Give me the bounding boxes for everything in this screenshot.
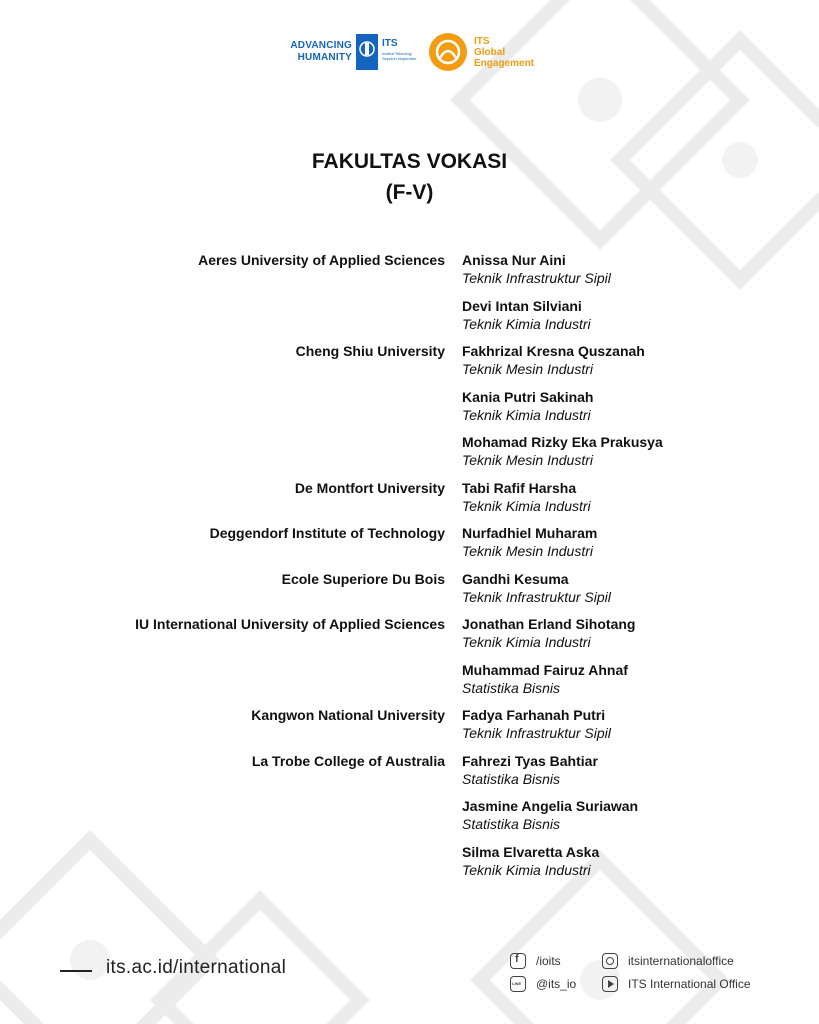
list-item: [0, 297, 819, 343]
its-emblem-icon: [356, 34, 378, 70]
tagline-line1: ADVANCING: [290, 40, 352, 51]
student-info: [462, 388, 593, 424]
student-name: Muhammad Fairuz Ahnaf: [462, 661, 628, 678]
student-name: Fadya Farhanah Putri: [462, 707, 606, 723]
student-info: [462, 251, 611, 287]
ge-line2: Global: [474, 47, 506, 58]
student-name: Mohamad Rizky Eka Prakusya: [462, 434, 663, 450]
student-info: [462, 615, 635, 651]
global-engagement-emblem-icon: [428, 32, 468, 72]
student-department: Teknik Mesin Industri: [462, 361, 593, 377]
list-item: [0, 615, 819, 661]
list-item: [0, 524, 819, 570]
list-item: [0, 843, 819, 889]
line-icon: [510, 976, 526, 992]
title-line2: (F-V): [385, 181, 434, 204]
student-name: Devi Intan Silviani: [462, 297, 582, 314]
student-department: Teknik Kimia Industri: [462, 634, 591, 650]
student-name: Jonathan Erland Sihotang: [462, 616, 636, 632]
list-item: [0, 661, 819, 707]
social-instagram[interactable]: [602, 953, 734, 969]
student-info: [462, 479, 591, 515]
global-engagement-logo-text: [474, 36, 534, 69]
student-name: Nurfadhiel Muharam: [462, 525, 598, 541]
student-info: [462, 570, 611, 606]
page-title: [0, 146, 819, 208]
university-name: IU International University of Applied Sciences: [135, 616, 445, 632]
university-name: La Trobe College of Australia: [251, 752, 445, 769]
ge-line3: Engagement: [474, 58, 535, 69]
its-logo-text: ITS: [382, 38, 398, 49]
student-department: Teknik Kimia Industri: [462, 315, 591, 332]
title-line1: FAKULTAS VOKASI: [311, 150, 508, 173]
student-name: Jasmine Angelia Suriawan: [462, 798, 639, 814]
student-info: [462, 706, 611, 742]
list-item: [0, 388, 819, 434]
student-department: Teknik Infrastruktur Sipil: [462, 725, 611, 741]
student-name: Gandhi Kesuma: [462, 570, 569, 587]
student-department: Statistika Bisnis: [462, 679, 561, 696]
student-name: Silma Elvaretta Aska: [462, 843, 600, 860]
tagline: [287, 40, 352, 64]
student-department: Teknik Mesin Industri: [462, 452, 593, 468]
student-info: [462, 797, 638, 833]
student-name: Fahrezi Tyas Bahtiar: [462, 752, 598, 769]
website-link[interactable]: its.ac.id/international: [106, 957, 287, 978]
list-item: [0, 342, 819, 388]
instagram-icon: [602, 953, 618, 969]
student-department: Teknik Kimia Industri: [462, 406, 591, 423]
university-name: Kangwon National University: [251, 707, 445, 723]
header-logos: [0, 32, 819, 76]
student-department: Teknik Kimia Industri: [462, 861, 591, 878]
tagline-line2: HUMANITY: [297, 52, 352, 63]
student-department: Teknik Infrastruktur Sipil: [462, 270, 611, 286]
university-name: Deggendorf Institute of Technology: [209, 525, 445, 541]
university-name: De Montfort University: [294, 479, 445, 496]
social-facebook[interactable]: [510, 953, 561, 969]
student-department: Teknik Infrastruktur Sipil: [462, 588, 611, 605]
list-item: [0, 570, 819, 616]
student-info: [462, 297, 591, 333]
list-item: [0, 797, 819, 843]
student-name: Anissa Nur Aini: [462, 252, 566, 268]
instagram-handle: itsinternationaloffice: [628, 954, 734, 968]
student-info: [462, 342, 645, 378]
student-name: Tabi Rafif Harsha: [462, 479, 577, 496]
student-department: Statistika Bisnis: [462, 770, 561, 787]
student-department: Statistika Bisnis: [462, 816, 561, 832]
student-department: Teknik Kimia Industri: [462, 497, 591, 514]
awardee-list: [0, 251, 819, 888]
list-item: [0, 251, 819, 297]
student-info: [462, 524, 597, 560]
youtube-handle: ITS International Office: [628, 977, 751, 991]
student-name: Kania Putri Sakinah: [462, 388, 594, 405]
ge-line1: ITS: [474, 36, 490, 47]
list-item: [0, 752, 819, 798]
social-line[interactable]: [510, 976, 576, 992]
facebook-icon: [510, 953, 526, 969]
social-youtube[interactable]: [602, 976, 751, 992]
youtube-icon: [602, 976, 618, 992]
student-info: [462, 752, 598, 788]
student-info: [462, 433, 663, 469]
facebook-handle: /ioits: [536, 954, 561, 968]
list-item: [0, 433, 819, 479]
student-name: Fakhrizal Kresna Quszanah: [462, 343, 645, 359]
university-name: Ecole Superiore Du Bois: [281, 570, 445, 587]
line-handle: @its_io: [536, 977, 577, 991]
list-item: [0, 706, 819, 752]
footer-divider: [60, 970, 92, 972]
student-info: [462, 661, 628, 697]
its-logo-subtext: Institut Teknologi Sepuluh Nopember: [382, 51, 417, 61]
list-item: [0, 479, 819, 525]
university-name: Cheng Shiu University: [295, 343, 445, 359]
university-name: Aeres University of Applied Sciences: [198, 252, 445, 268]
student-department: Teknik Mesin Industri: [462, 543, 593, 559]
student-info: [462, 843, 599, 879]
